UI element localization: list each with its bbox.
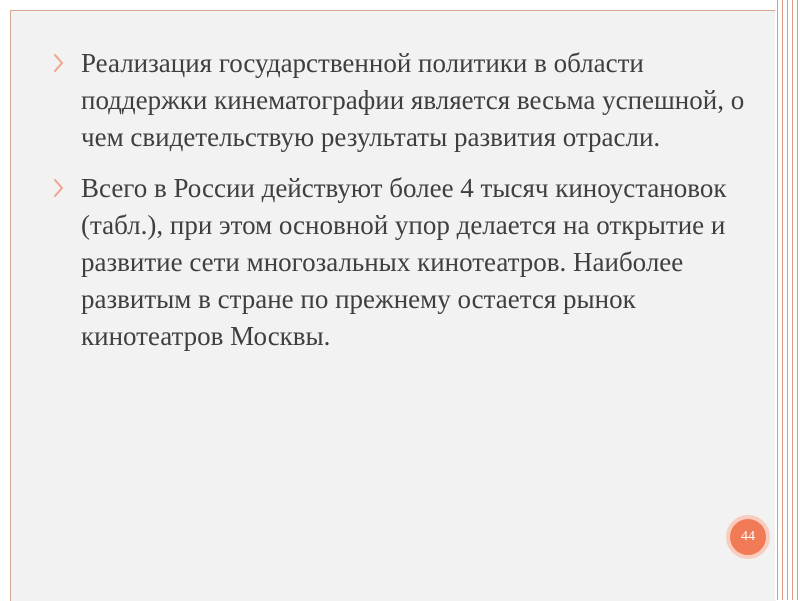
slide-canvas bbox=[10, 10, 776, 601]
bullet-list bbox=[49, 45, 749, 369]
bullet-text: Всего в России действуют более 4 тысяч киноустановок (табл.), при этом основной упор делается на открытие и развитие сети многозальных кинотеатров. Наиболее развитым в стране по прежнему остается рынок кинотеатров Москвы. bbox=[81, 173, 727, 351]
border-stripe bbox=[792, 0, 793, 600]
bullet-text: Реализация государственной политики в области поддержки кинематографии является весьма успешной, о чем свидетельствую результаты развития отрасли. bbox=[81, 48, 745, 152]
decorative-border-stripes bbox=[775, 0, 800, 600]
border-stripe bbox=[787, 0, 788, 600]
page-number-badge bbox=[726, 515, 770, 559]
border-stripe bbox=[777, 0, 778, 600]
bullet-item bbox=[49, 170, 749, 355]
border-stripe bbox=[797, 0, 798, 600]
border-stripe bbox=[782, 0, 783, 600]
bullet-icon bbox=[51, 46, 67, 83]
bullet-icon bbox=[51, 171, 67, 208]
page-number: 44 bbox=[741, 529, 755, 544]
bullet-item bbox=[49, 45, 749, 156]
